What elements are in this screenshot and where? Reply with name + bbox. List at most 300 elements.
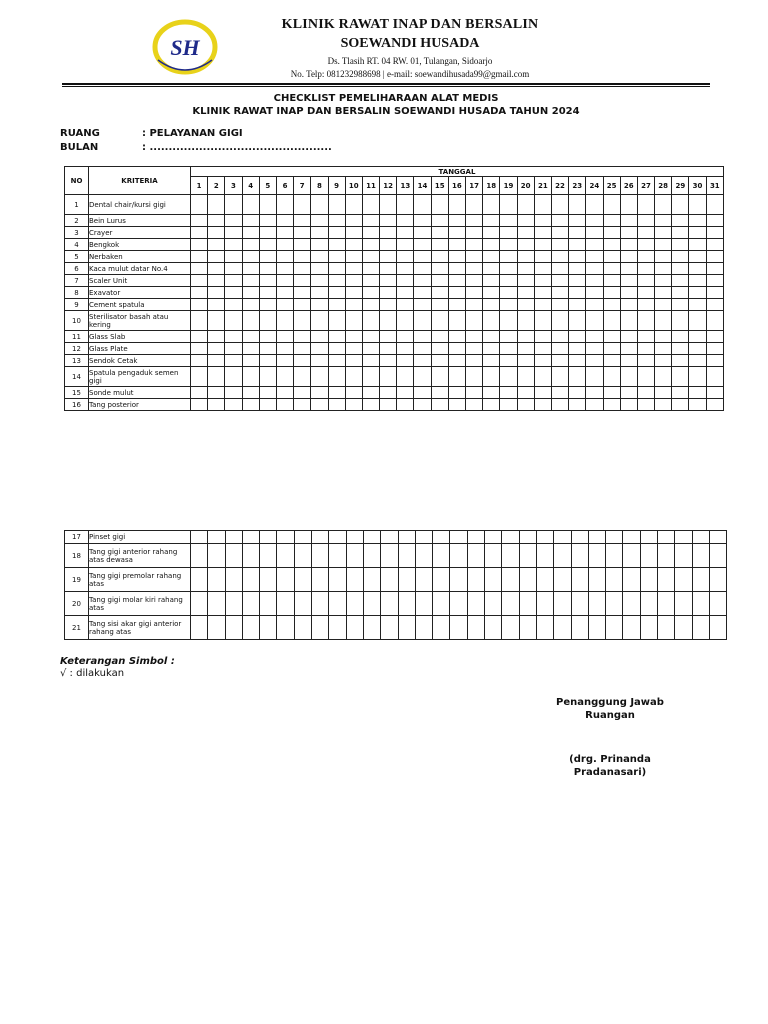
- check-cell[interactable]: [431, 311, 448, 331]
- check-cell[interactable]: [362, 227, 379, 239]
- check-cell[interactable]: [569, 387, 586, 399]
- check-cell[interactable]: [414, 387, 431, 399]
- check-cell[interactable]: [259, 239, 276, 251]
- check-cell[interactable]: [191, 367, 208, 387]
- check-cell[interactable]: [397, 263, 414, 275]
- check-cell[interactable]: [191, 331, 208, 343]
- check-cell[interactable]: [433, 616, 450, 640]
- check-cell[interactable]: [242, 239, 259, 251]
- check-cell[interactable]: [637, 287, 654, 299]
- check-cell[interactable]: [225, 531, 242, 544]
- check-cell[interactable]: [672, 343, 689, 355]
- check-cell[interactable]: [433, 592, 450, 616]
- check-cell[interactable]: [328, 263, 345, 275]
- check-cell[interactable]: [208, 616, 225, 640]
- check-cell[interactable]: [534, 311, 551, 331]
- check-cell[interactable]: [345, 299, 362, 311]
- check-cell[interactable]: [362, 215, 379, 227]
- check-cell[interactable]: [483, 275, 500, 287]
- check-cell[interactable]: [276, 355, 293, 367]
- check-cell[interactable]: [569, 195, 586, 215]
- check-cell[interactable]: [448, 215, 465, 227]
- check-cell[interactable]: [191, 251, 208, 263]
- check-cell[interactable]: [431, 387, 448, 399]
- check-cell[interactable]: [586, 355, 603, 367]
- check-cell[interactable]: [345, 387, 362, 399]
- check-cell[interactable]: [586, 287, 603, 299]
- check-cell[interactable]: [623, 531, 640, 544]
- check-cell[interactable]: [294, 287, 311, 299]
- check-cell[interactable]: [397, 355, 414, 367]
- check-cell[interactable]: [242, 568, 259, 592]
- check-cell[interactable]: [692, 592, 709, 616]
- check-cell[interactable]: [675, 592, 692, 616]
- check-cell[interactable]: [448, 251, 465, 263]
- check-cell[interactable]: [569, 263, 586, 275]
- check-cell[interactable]: [606, 616, 623, 640]
- check-cell[interactable]: [259, 263, 276, 275]
- check-cell[interactable]: [431, 239, 448, 251]
- check-cell[interactable]: [294, 343, 311, 355]
- check-cell[interactable]: [569, 399, 586, 411]
- check-cell[interactable]: [294, 531, 311, 544]
- check-cell[interactable]: [397, 287, 414, 299]
- check-cell[interactable]: [466, 355, 483, 367]
- check-cell[interactable]: [225, 263, 242, 275]
- check-cell[interactable]: [311, 355, 328, 367]
- check-cell[interactable]: [536, 531, 553, 544]
- check-cell[interactable]: [259, 227, 276, 239]
- check-cell[interactable]: [294, 544, 311, 568]
- check-cell[interactable]: [328, 299, 345, 311]
- check-cell[interactable]: [311, 215, 328, 227]
- check-cell[interactable]: [466, 251, 483, 263]
- check-cell[interactable]: [397, 343, 414, 355]
- check-cell[interactable]: [242, 287, 259, 299]
- check-cell[interactable]: [448, 275, 465, 287]
- check-cell[interactable]: [689, 263, 706, 275]
- check-cell[interactable]: [191, 399, 208, 411]
- check-cell[interactable]: [672, 227, 689, 239]
- check-cell[interactable]: [448, 239, 465, 251]
- check-cell[interactable]: [362, 263, 379, 275]
- check-cell[interactable]: [294, 215, 311, 227]
- check-cell[interactable]: [675, 568, 692, 592]
- check-cell[interactable]: [311, 227, 328, 239]
- check-cell[interactable]: [328, 227, 345, 239]
- check-cell[interactable]: [448, 311, 465, 331]
- check-cell[interactable]: [208, 544, 225, 568]
- check-cell[interactable]: [362, 239, 379, 251]
- check-cell[interactable]: [551, 251, 568, 263]
- check-cell[interactable]: [380, 239, 397, 251]
- check-cell[interactable]: [603, 227, 620, 239]
- check-cell[interactable]: [620, 355, 637, 367]
- check-cell[interactable]: [534, 195, 551, 215]
- check-cell[interactable]: [362, 387, 379, 399]
- check-cell[interactable]: [467, 592, 484, 616]
- check-cell[interactable]: [672, 215, 689, 227]
- check-cell[interactable]: [588, 568, 605, 592]
- check-cell[interactable]: [640, 568, 657, 592]
- check-cell[interactable]: [345, 275, 362, 287]
- check-cell[interactable]: [689, 299, 706, 311]
- check-cell[interactable]: [640, 544, 657, 568]
- check-cell[interactable]: [672, 287, 689, 299]
- check-cell[interactable]: [414, 331, 431, 343]
- check-cell[interactable]: [448, 343, 465, 355]
- check-cell[interactable]: [276, 399, 293, 411]
- check-cell[interactable]: [276, 275, 293, 287]
- check-cell[interactable]: [655, 287, 672, 299]
- check-cell[interactable]: [414, 355, 431, 367]
- check-cell[interactable]: [415, 616, 432, 640]
- check-cell[interactable]: [328, 355, 345, 367]
- check-cell[interactable]: [586, 263, 603, 275]
- check-cell[interactable]: [311, 195, 328, 215]
- check-cell[interactable]: [534, 275, 551, 287]
- check-cell[interactable]: [655, 227, 672, 239]
- check-cell[interactable]: [658, 544, 675, 568]
- check-cell[interactable]: [259, 299, 276, 311]
- check-cell[interactable]: [620, 387, 637, 399]
- check-cell[interactable]: [380, 343, 397, 355]
- check-cell[interactable]: [672, 387, 689, 399]
- check-cell[interactable]: [362, 251, 379, 263]
- check-cell[interactable]: [208, 263, 225, 275]
- check-cell[interactable]: [534, 287, 551, 299]
- check-cell[interactable]: [672, 331, 689, 343]
- check-cell[interactable]: [620, 343, 637, 355]
- check-cell[interactable]: [586, 275, 603, 287]
- check-cell[interactable]: [483, 399, 500, 411]
- check-cell[interactable]: [294, 367, 311, 387]
- check-cell[interactable]: [706, 195, 723, 215]
- check-cell[interactable]: [536, 568, 553, 592]
- check-cell[interactable]: [466, 263, 483, 275]
- check-cell[interactable]: [534, 331, 551, 343]
- check-cell[interactable]: [517, 195, 534, 215]
- check-cell[interactable]: [294, 399, 311, 411]
- check-cell[interactable]: [500, 331, 517, 343]
- check-cell[interactable]: [517, 331, 534, 343]
- check-cell[interactable]: [586, 367, 603, 387]
- check-cell[interactable]: [191, 299, 208, 311]
- check-cell[interactable]: [363, 592, 380, 616]
- check-cell[interactable]: [466, 215, 483, 227]
- check-cell[interactable]: [466, 195, 483, 215]
- check-cell[interactable]: [689, 331, 706, 343]
- check-cell[interactable]: [569, 367, 586, 387]
- check-cell[interactable]: [689, 387, 706, 399]
- check-cell[interactable]: [363, 616, 380, 640]
- check-cell[interactable]: [706, 239, 723, 251]
- check-cell[interactable]: [397, 251, 414, 263]
- check-cell[interactable]: [483, 215, 500, 227]
- check-cell[interactable]: [242, 275, 259, 287]
- check-cell[interactable]: [276, 343, 293, 355]
- check-cell[interactable]: [345, 215, 362, 227]
- check-cell[interactable]: [431, 227, 448, 239]
- check-cell[interactable]: [362, 287, 379, 299]
- check-cell[interactable]: [603, 215, 620, 227]
- check-cell[interactable]: [569, 343, 586, 355]
- check-cell[interactable]: [415, 544, 432, 568]
- check-cell[interactable]: [586, 399, 603, 411]
- check-cell[interactable]: [346, 544, 363, 568]
- check-cell[interactable]: [466, 331, 483, 343]
- check-cell[interactable]: [655, 215, 672, 227]
- check-cell[interactable]: [329, 531, 346, 544]
- check-cell[interactable]: [208, 355, 225, 367]
- check-cell[interactable]: [500, 387, 517, 399]
- check-cell[interactable]: [259, 367, 276, 387]
- check-cell[interactable]: [517, 311, 534, 331]
- check-cell[interactable]: [466, 239, 483, 251]
- check-cell[interactable]: [415, 592, 432, 616]
- check-cell[interactable]: [276, 311, 293, 331]
- check-cell[interactable]: [500, 311, 517, 331]
- check-cell[interactable]: [431, 275, 448, 287]
- check-cell[interactable]: [655, 311, 672, 331]
- check-cell[interactable]: [225, 299, 242, 311]
- check-cell[interactable]: [500, 215, 517, 227]
- check-cell[interactable]: [345, 263, 362, 275]
- check-cell[interactable]: [606, 568, 623, 592]
- check-cell[interactable]: [414, 263, 431, 275]
- check-cell[interactable]: [655, 367, 672, 387]
- check-cell[interactable]: [312, 592, 329, 616]
- check-cell[interactable]: [242, 263, 259, 275]
- check-cell[interactable]: [620, 367, 637, 387]
- check-cell[interactable]: [569, 331, 586, 343]
- check-cell[interactable]: [637, 215, 654, 227]
- check-cell[interactable]: [551, 227, 568, 239]
- check-cell[interactable]: [380, 367, 397, 387]
- check-cell[interactable]: [346, 592, 363, 616]
- check-cell[interactable]: [692, 616, 709, 640]
- check-cell[interactable]: [689, 195, 706, 215]
- check-cell[interactable]: [329, 592, 346, 616]
- check-cell[interactable]: [311, 331, 328, 343]
- check-cell[interactable]: [620, 195, 637, 215]
- check-cell[interactable]: [225, 331, 242, 343]
- check-cell[interactable]: [586, 299, 603, 311]
- check-cell[interactable]: [259, 331, 276, 343]
- check-cell[interactable]: [466, 387, 483, 399]
- check-cell[interactable]: [397, 195, 414, 215]
- check-cell[interactable]: [569, 215, 586, 227]
- check-cell[interactable]: [362, 343, 379, 355]
- check-cell[interactable]: [655, 343, 672, 355]
- check-cell[interactable]: [450, 531, 467, 544]
- check-cell[interactable]: [397, 275, 414, 287]
- check-cell[interactable]: [517, 387, 534, 399]
- check-cell[interactable]: [519, 544, 536, 568]
- check-cell[interactable]: [381, 544, 398, 568]
- check-cell[interactable]: [328, 251, 345, 263]
- check-cell[interactable]: [620, 299, 637, 311]
- check-cell[interactable]: [345, 227, 362, 239]
- check-cell[interactable]: [655, 331, 672, 343]
- check-cell[interactable]: [448, 195, 465, 215]
- check-cell[interactable]: [191, 215, 208, 227]
- check-cell[interactable]: [328, 195, 345, 215]
- check-cell[interactable]: [603, 239, 620, 251]
- check-cell[interactable]: [380, 215, 397, 227]
- check-cell[interactable]: [500, 355, 517, 367]
- check-cell[interactable]: [672, 251, 689, 263]
- check-cell[interactable]: [637, 239, 654, 251]
- check-cell[interactable]: [709, 616, 726, 640]
- check-cell[interactable]: [397, 299, 414, 311]
- check-cell[interactable]: [534, 263, 551, 275]
- check-cell[interactable]: [517, 251, 534, 263]
- check-cell[interactable]: [517, 399, 534, 411]
- check-cell[interactable]: [517, 263, 534, 275]
- check-cell[interactable]: [276, 239, 293, 251]
- check-cell[interactable]: [706, 331, 723, 343]
- check-cell[interactable]: [586, 227, 603, 239]
- check-cell[interactable]: [500, 239, 517, 251]
- check-cell[interactable]: [637, 387, 654, 399]
- check-cell[interactable]: [483, 263, 500, 275]
- check-cell[interactable]: [466, 399, 483, 411]
- check-cell[interactable]: [294, 275, 311, 287]
- check-cell[interactable]: [191, 275, 208, 287]
- check-cell[interactable]: [208, 311, 225, 331]
- check-cell[interactable]: [191, 544, 208, 568]
- check-cell[interactable]: [551, 195, 568, 215]
- check-cell[interactable]: [225, 399, 242, 411]
- check-cell[interactable]: [569, 275, 586, 287]
- check-cell[interactable]: [398, 568, 415, 592]
- check-cell[interactable]: [620, 287, 637, 299]
- check-cell[interactable]: [328, 399, 345, 411]
- check-cell[interactable]: [397, 387, 414, 399]
- check-cell[interactable]: [569, 355, 586, 367]
- check-cell[interactable]: [620, 227, 637, 239]
- check-cell[interactable]: [519, 531, 536, 544]
- check-cell[interactable]: [328, 331, 345, 343]
- check-cell[interactable]: [483, 251, 500, 263]
- check-cell[interactable]: [620, 275, 637, 287]
- check-cell[interactable]: [467, 568, 484, 592]
- check-cell[interactable]: [312, 544, 329, 568]
- check-cell[interactable]: [692, 544, 709, 568]
- check-cell[interactable]: [672, 355, 689, 367]
- check-cell[interactable]: [637, 367, 654, 387]
- check-cell[interactable]: [571, 592, 588, 616]
- check-cell[interactable]: [603, 275, 620, 287]
- check-cell[interactable]: [500, 263, 517, 275]
- check-cell[interactable]: [294, 239, 311, 251]
- check-cell[interactable]: [191, 568, 208, 592]
- check-cell[interactable]: [706, 251, 723, 263]
- check-cell[interactable]: [551, 239, 568, 251]
- check-cell[interactable]: [637, 227, 654, 239]
- check-cell[interactable]: [689, 287, 706, 299]
- check-cell[interactable]: [431, 355, 448, 367]
- check-cell[interactable]: [672, 367, 689, 387]
- check-cell[interactable]: [380, 287, 397, 299]
- check-cell[interactable]: [655, 251, 672, 263]
- check-cell[interactable]: [588, 616, 605, 640]
- check-cell[interactable]: [276, 367, 293, 387]
- check-cell[interactable]: [294, 299, 311, 311]
- check-cell[interactable]: [640, 531, 657, 544]
- check-cell[interactable]: [362, 399, 379, 411]
- check-cell[interactable]: [242, 387, 259, 399]
- check-cell[interactable]: [346, 616, 363, 640]
- check-cell[interactable]: [709, 592, 726, 616]
- check-cell[interactable]: [294, 355, 311, 367]
- check-cell[interactable]: [586, 215, 603, 227]
- check-cell[interactable]: [381, 592, 398, 616]
- check-cell[interactable]: [692, 531, 709, 544]
- check-cell[interactable]: [502, 592, 519, 616]
- check-cell[interactable]: [277, 616, 294, 640]
- check-cell[interactable]: [328, 367, 345, 387]
- check-cell[interactable]: [536, 592, 553, 616]
- check-cell[interactable]: [637, 263, 654, 275]
- check-cell[interactable]: [448, 299, 465, 311]
- check-cell[interactable]: [208, 251, 225, 263]
- check-cell[interactable]: [225, 287, 242, 299]
- check-cell[interactable]: [345, 355, 362, 367]
- check-cell[interactable]: [242, 311, 259, 331]
- check-cell[interactable]: [637, 275, 654, 287]
- check-cell[interactable]: [414, 215, 431, 227]
- check-cell[interactable]: [225, 544, 242, 568]
- check-cell[interactable]: [655, 355, 672, 367]
- check-cell[interactable]: [709, 568, 726, 592]
- check-cell[interactable]: [658, 568, 675, 592]
- check-cell[interactable]: [191, 227, 208, 239]
- check-cell[interactable]: [637, 355, 654, 367]
- check-cell[interactable]: [259, 251, 276, 263]
- check-cell[interactable]: [242, 299, 259, 311]
- check-cell[interactable]: [431, 215, 448, 227]
- check-cell[interactable]: [709, 531, 726, 544]
- check-cell[interactable]: [658, 531, 675, 544]
- check-cell[interactable]: [312, 568, 329, 592]
- check-cell[interactable]: [380, 227, 397, 239]
- check-cell[interactable]: [483, 287, 500, 299]
- check-cell[interactable]: [517, 275, 534, 287]
- check-cell[interactable]: [467, 531, 484, 544]
- check-cell[interactable]: [689, 367, 706, 387]
- check-cell[interactable]: [225, 616, 242, 640]
- check-cell[interactable]: [603, 387, 620, 399]
- check-cell[interactable]: [534, 227, 551, 239]
- check-cell[interactable]: [398, 592, 415, 616]
- check-cell[interactable]: [500, 399, 517, 411]
- check-cell[interactable]: [362, 367, 379, 387]
- check-cell[interactable]: [675, 531, 692, 544]
- check-cell[interactable]: [450, 616, 467, 640]
- check-cell[interactable]: [534, 355, 551, 367]
- check-cell[interactable]: [191, 387, 208, 399]
- check-cell[interactable]: [225, 275, 242, 287]
- check-cell[interactable]: [500, 195, 517, 215]
- check-cell[interactable]: [706, 299, 723, 311]
- check-cell[interactable]: [672, 299, 689, 311]
- check-cell[interactable]: [380, 195, 397, 215]
- check-cell[interactable]: [709, 544, 726, 568]
- check-cell[interactable]: [603, 311, 620, 331]
- check-cell[interactable]: [519, 568, 536, 592]
